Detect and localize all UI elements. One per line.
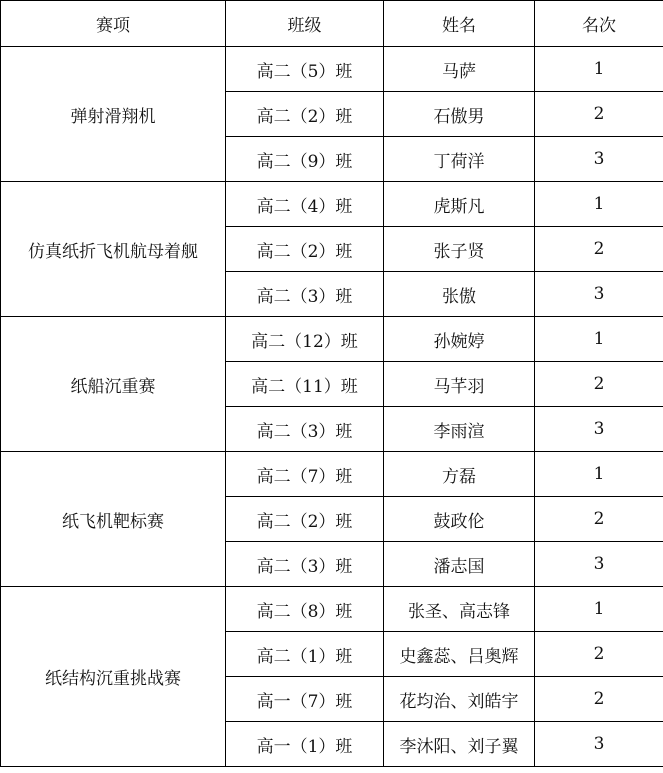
- name-cell: 马萨: [384, 47, 535, 92]
- rank-cell: 3: [535, 407, 663, 452]
- event-cell: 纸船沉重赛: [1, 317, 226, 452]
- rank-cell: 3: [535, 722, 663, 767]
- table-row: [1, 587, 663, 632]
- table-row: [1, 452, 663, 497]
- class-cell: 高二（7）班: [226, 452, 384, 497]
- class-cell: 高二（2）班: [226, 92, 384, 137]
- event-cell: 仿真纸折飞机航母着舰: [1, 182, 226, 317]
- table-row: [1, 182, 663, 227]
- name-cell: 孙婉婷: [384, 317, 535, 362]
- rank-cell: 3: [535, 542, 663, 587]
- rank-cell: 1: [535, 47, 663, 92]
- rank-cell: 2: [535, 677, 663, 722]
- class-cell: 高二（12）班: [226, 317, 384, 362]
- rank-cell: 2: [535, 227, 663, 272]
- class-cell: 高二（2）班: [226, 227, 384, 272]
- event-cell: 纸飞机靶标赛: [1, 452, 226, 587]
- rank-cell: 2: [535, 497, 663, 542]
- rank-cell: 1: [535, 182, 663, 227]
- header-class: 班级: [226, 1, 384, 47]
- header-name: 姓名: [384, 1, 535, 47]
- class-cell: 高一（7）班: [226, 677, 384, 722]
- name-cell: 李雨渲: [384, 407, 535, 452]
- class-cell: 高二（3）班: [226, 542, 384, 587]
- name-cell: 花均治、刘皓宇: [384, 677, 535, 722]
- rank-cell: 2: [535, 92, 663, 137]
- event-cell: 弹射滑翔机: [1, 47, 226, 182]
- header-event: 赛项: [1, 1, 226, 47]
- table-row: [1, 317, 663, 362]
- event-cell: 纸结构沉重挑战赛: [1, 587, 226, 767]
- name-cell: 李沐阳、刘子翼: [384, 722, 535, 767]
- name-cell: 方磊: [384, 452, 535, 497]
- class-cell: 高一（1）班: [226, 722, 384, 767]
- rank-cell: 3: [535, 272, 663, 317]
- class-cell: 高二（4）班: [226, 182, 384, 227]
- table-row: [1, 47, 663, 92]
- header-rank: 名次: [535, 1, 663, 47]
- class-cell: 高二（11）班: [226, 362, 384, 407]
- name-cell: 石傲男: [384, 92, 535, 137]
- name-cell: 潘志国: [384, 542, 535, 587]
- name-cell: 史鑫蕊、吕奥辉: [384, 632, 535, 677]
- class-cell: 高二（8）班: [226, 587, 384, 632]
- rank-cell: 1: [535, 452, 663, 497]
- class-cell: 高二（3）班: [226, 272, 384, 317]
- rank-cell: 2: [535, 362, 663, 407]
- rank-cell: 2: [535, 632, 663, 677]
- name-cell: 虎斯凡: [384, 182, 535, 227]
- header-row: [1, 1, 663, 47]
- class-cell: 高二（9）班: [226, 137, 384, 182]
- class-cell: 高二（3）班: [226, 407, 384, 452]
- class-cell: 高二（1）班: [226, 632, 384, 677]
- rank-cell: 1: [535, 587, 663, 632]
- name-cell: 马芊羽: [384, 362, 535, 407]
- class-cell: 高二（5）班: [226, 47, 384, 92]
- name-cell: 张圣、高志锋: [384, 587, 535, 632]
- name-cell: 鼓政伦: [384, 497, 535, 542]
- name-cell: 张傲: [384, 272, 535, 317]
- class-cell: 高二（2）班: [226, 497, 384, 542]
- name-cell: 丁荷洋: [384, 137, 535, 182]
- name-cell: 张子贤: [384, 227, 535, 272]
- rank-cell: 1: [535, 317, 663, 362]
- rank-cell: 3: [535, 137, 663, 182]
